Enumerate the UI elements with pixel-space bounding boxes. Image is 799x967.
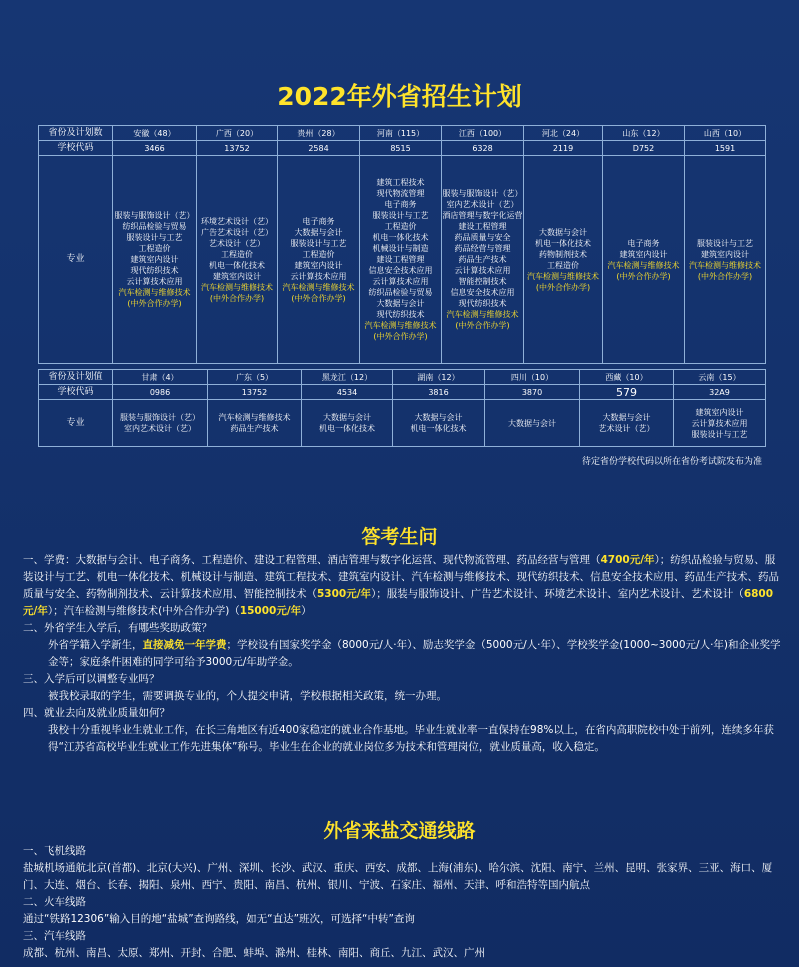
coop-major-name: (中外合作办学) xyxy=(209,293,265,303)
major-name: 广告艺术设计（艺） xyxy=(201,227,273,237)
coop-major-name: 汽车检测与维修技术 xyxy=(201,282,273,292)
major-name: 服装与服饰设计（艺） xyxy=(442,189,523,198)
major-name: 建设工程管理 xyxy=(376,255,425,264)
major-name: 工程造价 xyxy=(221,249,253,259)
code-cell: 2119 xyxy=(524,141,603,156)
fee-highlight: 6800元/年 xyxy=(23,588,774,617)
major-name: 服装设计与工艺 xyxy=(697,238,753,248)
major-name: 现代纺织技术 xyxy=(130,266,179,275)
code-cell: 3466 xyxy=(113,141,197,156)
major-name: 服装与服饰设计（艺） xyxy=(120,413,200,422)
major-name: 大数据与会计 xyxy=(323,413,371,422)
major-name: 机电一体化技术 xyxy=(372,233,429,242)
qa-text: ） xyxy=(301,605,312,617)
code-cell: 3816 xyxy=(393,385,485,400)
major-name: 云计算技术应用 xyxy=(454,266,511,275)
coop-major-name: 汽车检测与维修技术 xyxy=(364,321,437,330)
province-cell: 四川（10） xyxy=(485,370,580,385)
route-heading: 三、汽车线路 xyxy=(23,930,86,942)
major-cell xyxy=(197,156,278,364)
coop-major-name: (中外合作办学) xyxy=(535,282,591,292)
major-cell xyxy=(278,156,360,364)
major-name: 建筑室内设计 xyxy=(695,407,744,417)
table-footnote: 待定省份学校代码以所在省份考试院发布为准 xyxy=(581,457,762,467)
code-cell: 8515 xyxy=(360,141,442,156)
code-cell: 32A9 xyxy=(674,385,766,400)
coop-major-name: (中外合作办学) xyxy=(373,332,428,341)
major-cell xyxy=(360,156,442,364)
code-cell: 0986 xyxy=(113,385,208,400)
major-name: 室内艺术设计（艺） xyxy=(124,424,196,433)
major-name: 电子商务 xyxy=(627,238,660,248)
major-name: 机电一体化技术 xyxy=(410,424,467,433)
fee-highlight: 4700元/年 xyxy=(600,554,655,566)
qa-question: 二、外省学生入学后，有哪些奖助政策？ xyxy=(23,622,212,634)
province-row xyxy=(39,370,766,385)
province-cell: 广东（5） xyxy=(208,370,302,385)
major-name: 建筑室内设计 xyxy=(130,255,179,264)
major-name: 药物制剂技术 xyxy=(539,249,587,259)
major-cell xyxy=(208,400,302,447)
major-name: 机电一体化技术 xyxy=(209,260,265,270)
qa-text: ）；汽车检测与维修技术(中外合作办学)（ xyxy=(47,605,240,617)
code-cell: 6328 xyxy=(442,141,524,156)
coop-major-name: (中外合作办学) xyxy=(291,293,346,303)
qa-answer: 被我校录取的学生，需要调换专业的，个人提交申请，学校根据相关政策，统一办理。 xyxy=(48,690,447,702)
province-cell: 贵州（28） xyxy=(278,126,360,141)
major-cell xyxy=(302,400,393,447)
route-text: 成都、杭州、南昌、太原、郑州、开封、合肥、蚌埠、滁州、桂林、南阳、商丘、九江、武汉、广州 xyxy=(23,947,485,959)
qa-answer: 我校十分重视毕业生就业工作，在长三角地区有近400家稳定的就业合作基地。毕业生就业率一直保持在98%以上，在省内高职院校中处于前列，连续多年获得“江苏省高校毕业生就业工作先进集体”称号。毕业生在企业的就业岗位多为技术和管理岗位，就业质量高，收入稳定。 xyxy=(48,724,774,753)
major-name: 信息安全技术应用 xyxy=(450,288,515,297)
major-name: 服装与服饰设计（艺） xyxy=(114,211,195,220)
major-name: 建筑室内设计 xyxy=(619,249,668,259)
code-cell: D752 xyxy=(603,141,685,156)
coop-major-name: (中外合作办学) xyxy=(455,321,510,330)
coop-major-name: 汽车检测与维修技术 xyxy=(689,260,761,270)
qa-text: 一、学费：大数据与会计、电子商务、工程造价、建设工程管理、酒店管理与数字化运营、现代物流管理、药品经营与管理（ xyxy=(23,554,601,566)
major-name: 服装设计与工艺 xyxy=(126,233,183,242)
major-name: 建设工程管理 xyxy=(458,222,507,231)
qa-section-title: 答考生问 xyxy=(361,526,438,548)
coop-major-name: (中外合作办学) xyxy=(127,299,182,308)
major-name: 艺术设计（艺） xyxy=(598,424,655,433)
qa-question: 三、入学后可以调整专业吗？ xyxy=(23,673,160,685)
major-name: 纺织品检验与贸易 xyxy=(368,288,433,297)
major-name: 机电一体化技术 xyxy=(319,424,375,433)
coop-major-name: (中外合作办学) xyxy=(616,271,671,281)
route-section xyxy=(23,843,783,962)
major-name: 电子商务 xyxy=(384,200,417,209)
row-label: 学校代码 xyxy=(39,141,113,156)
code-cell: 2584 xyxy=(278,141,360,156)
route-text: 盐城机场通航北京(首都)、北京(大兴)、广州、深圳、长沙、武汉、重庆、西安、成都、上海(浦东)、哈尔滨、沈阳、南宁、兰州、昆明、张家界、三亚、海口、厦门、大连、烟台、长春、揭阳、泉州、西宁、贵阳、南昌、杭州、银川、宁波、石家庄、福州、天津、呼和浩特等国内航点 xyxy=(23,862,773,891)
code-row xyxy=(39,141,766,156)
major-name: 工程造价 xyxy=(384,222,417,231)
major-name: 室内艺术设计（艺） xyxy=(446,200,519,209)
qa-text: ）；纺织品检验与贸易、服装设计与工艺、机电一体化技术、机械设计与制造、建筑工程技术、建筑室内设计、汽车检测与维修技术、现代纺织技术、信息安全技术应用、药品生产技术、药品质量与安全、药物制剂技术、云计算技术应用、智能控制技术（ xyxy=(23,554,779,600)
province-row xyxy=(39,126,766,141)
major-name: 纺织品检验与贸易 xyxy=(122,222,187,231)
major-name: 大数据与会计 xyxy=(414,413,463,422)
province-cell: 湖南（12） xyxy=(393,370,485,385)
major-name: 机械设计与制造 xyxy=(372,244,429,253)
major-cell xyxy=(393,400,485,447)
major-name: 工程造价 xyxy=(547,260,579,270)
route-text: 通过“铁路12306”输入目的地“盐城”查询路线，如无“直达”班次，可选择“中转”查询 xyxy=(23,913,415,925)
major-name: 现代纺织技术 xyxy=(376,310,425,319)
qa-text: ；学校设有国家奖学金（8000元/人·年）、励志奖学金（5000元/人·年）、学校奖学金(1000~3000元/人·年)和企业奖学金等；家庭条件困难的同学可给予3000元/年助学金。 xyxy=(48,639,781,668)
major-name: 药品质量与安全 xyxy=(454,233,511,242)
major-cell xyxy=(485,400,580,447)
fee-highlight: 5300元/年 xyxy=(317,588,372,600)
row-label: 专业 xyxy=(39,400,113,447)
major-name: 大数据与会计 xyxy=(294,227,343,237)
coop-major-name: 汽车检测与维修技术 xyxy=(607,260,680,270)
major-cell xyxy=(113,400,208,447)
row-label: 省份及计划值 xyxy=(39,370,113,385)
major-cell xyxy=(524,156,603,364)
major-name: 药品经营与管理 xyxy=(454,244,511,253)
row-label: 专业 xyxy=(39,156,113,364)
major-name: 建筑工程技术 xyxy=(376,178,425,187)
major-row xyxy=(39,400,766,447)
province-cell: 安徽（48） xyxy=(113,126,197,141)
major-name: 工程造价 xyxy=(138,244,171,253)
route-section-title: 外省来盐交通线路 xyxy=(323,820,476,842)
major-name: 环境艺术设计（艺） xyxy=(201,216,273,226)
row-label: 学校代码 xyxy=(39,385,113,400)
major-name: 大数据与会计 xyxy=(539,227,587,237)
major-name: 大数据与会计 xyxy=(508,418,556,428)
province-cell: 河北（24） xyxy=(524,126,603,141)
code-cell: 13752 xyxy=(197,141,278,156)
major-name: 艺术设计（艺） xyxy=(209,238,265,248)
major-name: 机电一体化技术 xyxy=(535,238,591,248)
province-cell: 云南（15） xyxy=(674,370,766,385)
major-name: 云计算技术应用 xyxy=(290,271,347,281)
major-name: 酒店管理与数字化运营 xyxy=(442,211,523,220)
route-heading: 二、火车线路 xyxy=(23,896,86,908)
qa-text: ）；服装与服饰设计、广告艺术设计、环境艺术设计、室内艺术设计、艺术设计（ xyxy=(371,588,744,600)
code-cell: 579 xyxy=(580,385,674,400)
major-name: 汽车检测与维修技术 xyxy=(218,413,291,422)
province-cell: 西藏（10） xyxy=(580,370,674,385)
major-cell xyxy=(442,156,524,364)
code-row xyxy=(39,385,766,400)
code-cell: 1591 xyxy=(685,141,766,156)
province-cell: 江西（100） xyxy=(442,126,524,141)
major-name: 服装设计与工艺 xyxy=(691,429,748,439)
code-cell: 3870 xyxy=(485,385,580,400)
major-name: 智能控制技术 xyxy=(458,277,507,286)
province-cell: 甘肃（4） xyxy=(113,370,208,385)
major-name: 电子商务 xyxy=(302,216,335,226)
waiver-highlight: 直接减免一年学费 xyxy=(142,639,227,651)
major-name: 工程造价 xyxy=(302,249,335,259)
major-name: 现代纺织技术 xyxy=(458,299,507,308)
page-title: 2022年外省招生计划 xyxy=(277,82,522,111)
coop-major-name: 汽车检测与维修技术 xyxy=(446,310,519,319)
enrollment-table-2 xyxy=(38,369,766,447)
province-cell: 广西（20） xyxy=(197,126,278,141)
major-name: 药品生产技术 xyxy=(230,424,279,433)
province-cell: 河南（115） xyxy=(360,126,442,141)
major-name: 大数据与会计 xyxy=(376,299,425,308)
province-cell: 黑龙江（12） xyxy=(302,370,393,385)
major-cell xyxy=(603,156,685,364)
qa-tuition xyxy=(23,552,783,620)
row-label: 省份及计划数 xyxy=(39,126,113,141)
major-name: 现代物流管理 xyxy=(376,189,425,198)
qa-answer xyxy=(23,637,783,671)
major-cell xyxy=(580,400,674,447)
major-name: 服装设计与工艺 xyxy=(372,211,429,220)
coop-major-name: 汽车检测与维修技术 xyxy=(118,288,191,297)
major-name: 建筑室内设计 xyxy=(213,271,261,281)
major-name: 建筑室内设计 xyxy=(701,249,749,259)
major-name: 药品生产技术 xyxy=(458,255,507,264)
qa-section xyxy=(23,552,783,756)
code-cell: 4534 xyxy=(302,385,393,400)
major-name: 云计算技术应用 xyxy=(372,277,429,286)
province-cell: 山西（10） xyxy=(685,126,766,141)
major-name: 服装设计与工艺 xyxy=(290,238,347,248)
major-name: 云计算技术应用 xyxy=(126,277,183,286)
major-name: 云计算技术应用 xyxy=(691,418,748,428)
coop-major-name: 汽车检测与维修技术 xyxy=(282,282,355,292)
route-heading: 一、飞机线路 xyxy=(23,845,86,857)
major-cell xyxy=(113,156,197,364)
major-cell xyxy=(674,400,766,447)
coop-major-name: (中外合作办学) xyxy=(697,271,753,281)
fee-highlight: 15000元/年 xyxy=(239,605,302,617)
qa-text: 外省学籍入学新生， xyxy=(48,639,143,651)
major-name: 信息安全技术应用 xyxy=(368,266,433,275)
code-cell: 13752 xyxy=(208,385,302,400)
enrollment-table-1 xyxy=(38,125,766,364)
major-row xyxy=(39,156,766,364)
major-name: 大数据与会计 xyxy=(602,413,651,422)
major-cell xyxy=(685,156,766,364)
major-name: 建筑室内设计 xyxy=(294,260,343,270)
province-cell: 山东（12） xyxy=(603,126,685,141)
coop-major-name: 汽车检测与维修技术 xyxy=(527,271,599,281)
qa-question: 四、就业去向及就业质量如何？ xyxy=(23,707,170,719)
